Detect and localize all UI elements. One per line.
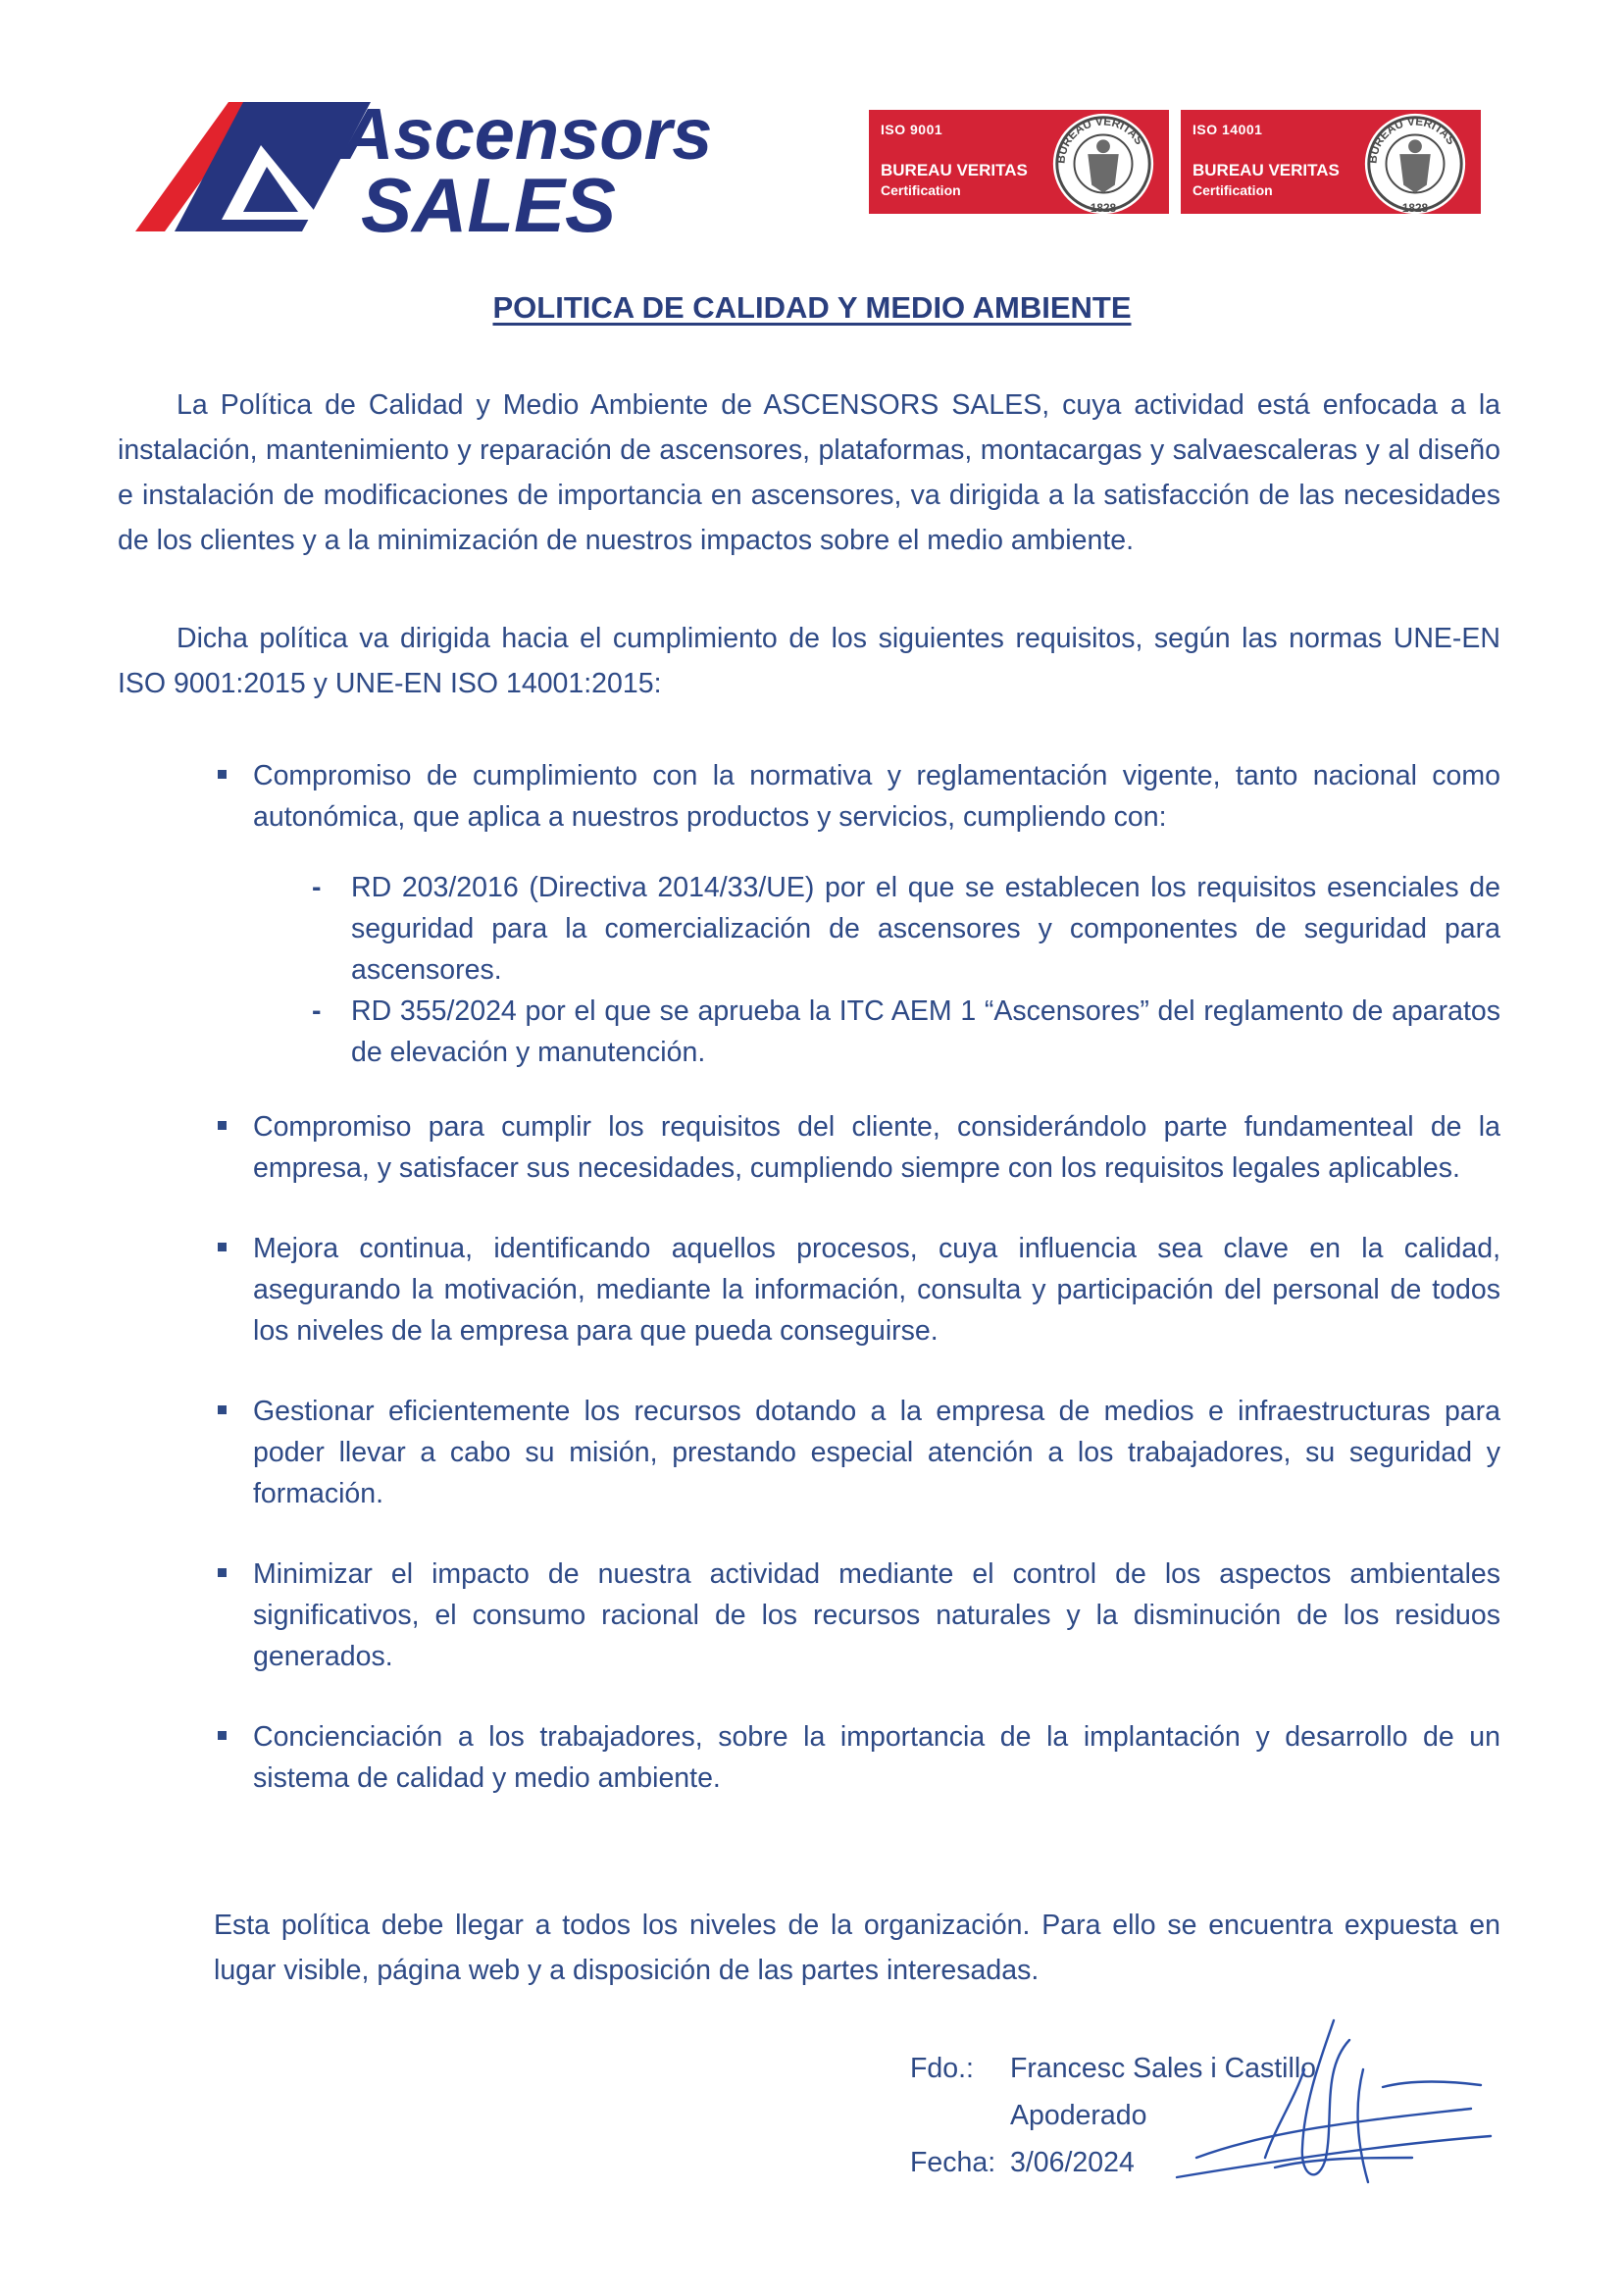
square-bullet-icon xyxy=(218,1405,227,1414)
svg-text:1828: 1828 xyxy=(1401,201,1429,216)
list-item-text: Mejora continua, identificando aquellos procesos, cuya influencia sea clave en la calidad, asegurando la motivación, mediante la información, consulta y participación del personal de todos los niveles de la empresa para que pueda conseguirse. xyxy=(253,1233,1500,1347)
square-bullet-icon xyxy=(218,1731,227,1740)
list-item-text: Minimizar el impacto de nuestra actividad mediante el control de los aspectos ambientales significativos, el consumo racional de los recursos naturales y la disminución de los residuos generados. xyxy=(253,1558,1500,1672)
badge-org-label: BUREAU VERITAS xyxy=(1193,161,1340,179)
badge-org-label: BUREAU VERITAS xyxy=(881,161,1028,179)
signature-date: 3/06/2024 xyxy=(1010,2147,1135,2178)
iso-9001-badge xyxy=(869,110,1169,214)
ascensors-sales-logo xyxy=(135,94,822,241)
list-item-text: Concienciación a los trabajadores, sobre la importancia de la implantación y desarrollo de un sistema de calidad y medio ambiente. xyxy=(253,1721,1500,1794)
list-item xyxy=(214,1716,1500,1799)
badge-iso-label: ISO 14001 xyxy=(1193,122,1263,137)
sublist-item-text: RD 355/2024 por el que se aprueba la ITC AEM 1 “Ascensores” del reglamento de aparatos de elevación y manutención. xyxy=(351,995,1500,1068)
handwritten-signature xyxy=(1157,2011,1510,2197)
svg-text:1828: 1828 xyxy=(1090,201,1117,216)
dash-marker: - xyxy=(312,995,322,1027)
square-bullet-icon xyxy=(218,1243,227,1251)
iso-14001-badge xyxy=(1181,110,1481,214)
sublist-item-text: RD 203/2016 (Directiva 2014/33/UE) por el que se establecen los requisitos esenciales de seguridad para la comercialización de ascensores y componentes de seguridad para ascensores. xyxy=(351,872,1500,986)
sublist-item xyxy=(253,867,1500,991)
signature-date-label: Fecha: xyxy=(910,2147,996,2178)
requirements-list xyxy=(214,755,1500,1799)
list-item-text: Compromiso para cumplir los requisitos del cliente, considerándolo parte fundamenteal de la empresa, y satisfacer sus necesidades, cumpliendo siempre con los requisitos legales aplicables. xyxy=(253,1111,1500,1184)
square-bullet-icon xyxy=(218,1121,227,1130)
svg-text:BUREAU VERITAS: BUREAU VERITAS xyxy=(1053,114,1147,165)
list-item xyxy=(214,1106,1500,1189)
square-bullet-icon xyxy=(218,1568,227,1577)
list-item xyxy=(214,755,1500,1073)
bureau-veritas-seal-icon xyxy=(1045,110,1161,214)
badge-iso-label: ISO 9001 xyxy=(881,122,943,137)
signature-name: Francesc Sales i Castillo xyxy=(1010,2053,1317,2084)
logo-text-ascensors: Ascensors xyxy=(341,94,713,175)
intro-paragraph: La Política de Calidad y Medio Ambiente de ASCENSORS SALES, cuya actividad está enfocada a la instalación, mantenimiento y reparación de ascensores, plataformas, montacargas y salvaescaleras y al diseño e instalación de modificaciones de importancia en ascensores, va dirigida a la satisfacción de las necesidades de los clientes y a la minimización de nuestros impactos sobre el medio ambiente. xyxy=(118,389,1500,556)
badge-cert-label: Certification xyxy=(1193,182,1273,198)
signature-fdo-label: Fdo.: xyxy=(910,2053,974,2084)
signature-role: Apoderado xyxy=(1010,2100,1147,2131)
list-item xyxy=(214,1228,1500,1351)
bureau-veritas-seal-icon xyxy=(1357,110,1473,214)
page-title: POLITICA DE CALIDAD Y MEDIO AMBIENTE xyxy=(492,290,1132,325)
regulation-sublist xyxy=(253,867,1500,1073)
requirements-intro-paragraph: Dicha política va dirigida hacia el cumplimiento de los siguientes requisitos, según las normas UNE-EN ISO 9001:2015 y UNE-EN ISO 14001:2015: xyxy=(118,623,1500,699)
dash-marker: - xyxy=(312,872,322,903)
list-item-text: Gestionar eficientemente los recursos dotando a la empresa de medios e infraestructuras para poder llevar a cabo su misión, prestando especial atención a los trabajadores, su seguridad y formación. xyxy=(253,1396,1500,1509)
svg-text:BUREAU VERITAS: BUREAU VERITAS xyxy=(1365,114,1459,165)
sublist-item xyxy=(253,991,1500,1073)
square-bullet-icon xyxy=(218,770,227,779)
list-item-text: Compromiso de cumplimiento con la normativa y reglamentación vigente, tanto nacional como autonómica, que aplica a nuestros productos y servicios, cumpliendo con: xyxy=(253,760,1500,833)
closing-paragraph: Esta política debe llegar a todos los niveles de la organización. Para ello se encuentra expuesta en lugar visible, página web y a disposición de las partes interesadas. xyxy=(214,1910,1500,1986)
list-item xyxy=(214,1391,1500,1514)
logo-text-sales: SALES xyxy=(361,162,617,241)
badge-cert-label: Certification xyxy=(881,182,961,198)
list-item xyxy=(214,1554,1500,1677)
